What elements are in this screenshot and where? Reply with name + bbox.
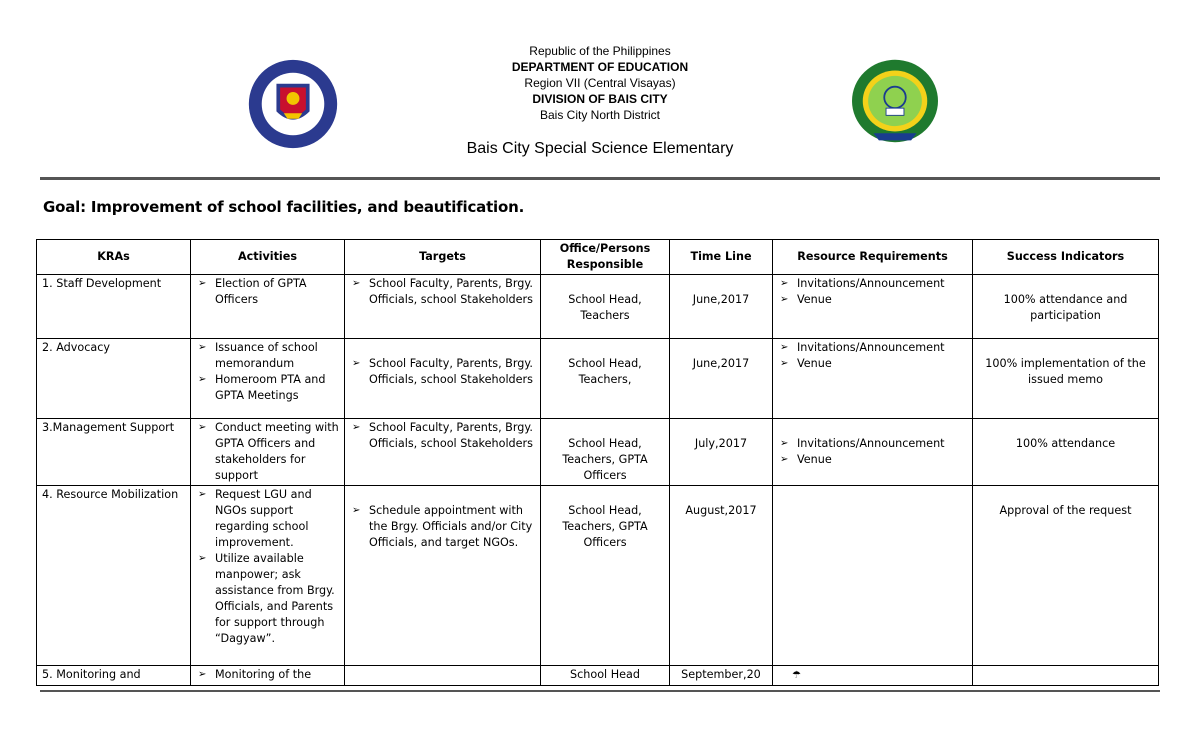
resources-cell bbox=[773, 419, 973, 486]
targets-cell bbox=[345, 666, 541, 686]
umbrella-icon: ☂ bbox=[792, 670, 801, 681]
resources-cell bbox=[773, 666, 973, 686]
header-activities: Activities bbox=[191, 240, 345, 275]
table-header-row bbox=[37, 240, 1159, 275]
agency-heading bbox=[440, 43, 760, 123]
list-item: ➢ Issuance of school memorandum bbox=[198, 341, 318, 370]
arrow-bullet-icon: ➢ bbox=[198, 489, 207, 500]
header-resources: Resource Requirements bbox=[773, 240, 973, 275]
deped-seal-icon bbox=[247, 58, 339, 150]
office-cell: School Head, Teachers bbox=[541, 275, 670, 339]
arrow-bullet-icon: ➢ bbox=[198, 342, 207, 353]
arrow-bullet-icon: ➢ bbox=[198, 374, 207, 385]
activities-cell bbox=[191, 486, 345, 666]
office-cell: School Head, Teachers, GPTA Officers bbox=[541, 486, 670, 666]
resources-cell bbox=[773, 486, 973, 666]
school-seal-icon bbox=[850, 58, 940, 144]
header-divider bbox=[40, 177, 1160, 180]
timeline-cell: August,2017 bbox=[670, 486, 773, 666]
arrow-bullet-icon: ➢ bbox=[198, 422, 207, 433]
targets-cell bbox=[345, 275, 541, 339]
timeline-cell: June,2017 bbox=[670, 339, 773, 419]
timeline-cell: July,2017 bbox=[670, 419, 773, 486]
resources-cell bbox=[773, 275, 973, 339]
kra-cell: 2. Advocacy bbox=[37, 339, 191, 419]
list-item: ➢ Monitoring of the bbox=[198, 668, 312, 681]
department-line: DEPARTMENT OF EDUCATION bbox=[511, 60, 689, 74]
header-indicators: Success Indicators bbox=[973, 240, 1159, 275]
table-row bbox=[37, 666, 1159, 686]
timeline-cell: September,20 bbox=[670, 666, 773, 686]
list-item: ➢ Venue bbox=[780, 453, 832, 466]
activities-cell bbox=[191, 339, 345, 419]
list-item: ➢ School Faculty, Parents, Brgy. Officials, school Stakeholders bbox=[352, 357, 533, 386]
timeline-cell: June,2017 bbox=[670, 275, 773, 339]
office-cell: School Head, Teachers, bbox=[541, 339, 670, 419]
arrow-bullet-icon: ➢ bbox=[780, 294, 789, 305]
division-line: DIVISION OF BAIS CITY bbox=[532, 92, 668, 106]
arrow-bullet-icon: ➢ bbox=[198, 553, 207, 564]
list-item: ➢ Schedule appointment with the Brgy. Officials and/or City Officials, and target NGOs. bbox=[352, 504, 533, 549]
list-item: ➢ Invitations/Announcement bbox=[780, 437, 945, 450]
table-row bbox=[37, 419, 1159, 486]
targets-cell bbox=[345, 339, 541, 419]
arrow-bullet-icon: ➢ bbox=[780, 454, 789, 465]
table-row bbox=[37, 486, 1159, 666]
resources-cell bbox=[773, 339, 973, 419]
targets-cell bbox=[345, 486, 541, 666]
list-item: ➢ Election of GPTA Officers bbox=[198, 277, 307, 306]
arrow-bullet-icon: ➢ bbox=[352, 278, 361, 289]
arrow-bullet-icon: ➢ bbox=[198, 278, 207, 289]
school-name: Bais City Special Science Elementary bbox=[466, 140, 734, 157]
district-line: Bais City North District bbox=[539, 108, 661, 122]
list-item: ➢ School Faculty, Parents, Brgy. Officials, school Stakeholders bbox=[352, 277, 533, 306]
header-timeline: Time Line bbox=[670, 240, 773, 275]
footer-divider bbox=[40, 690, 1160, 692]
activities-cell bbox=[191, 275, 345, 339]
list-item: ➢ Venue bbox=[780, 293, 832, 306]
action-plan-table bbox=[36, 239, 1159, 686]
indicator-cell: 100% attendance and participation bbox=[973, 275, 1159, 339]
table-row bbox=[37, 275, 1159, 339]
office-cell: School Head, Teachers, GPTA Officers bbox=[541, 419, 670, 486]
activities-cell bbox=[191, 419, 345, 486]
document-header bbox=[0, 0, 1200, 170]
arrow-bullet-icon: ➢ bbox=[198, 669, 207, 680]
goal-statement: Goal: Improvement of school facilities, and beautification. bbox=[43, 198, 525, 216]
arrow-bullet-icon: ➢ bbox=[352, 422, 361, 433]
kra-cell: 3.Management Support bbox=[37, 419, 191, 486]
indicator-cell: Approval of the request bbox=[973, 486, 1159, 666]
region-line: Region VII (Central Visayas) bbox=[524, 76, 676, 90]
indicator-cell: 100% implementation of the issued memo bbox=[973, 339, 1159, 419]
indicator-cell: 100% attendance bbox=[973, 419, 1159, 486]
header-office: Office/Persons Responsible bbox=[541, 240, 670, 275]
header-kras: KRAs bbox=[37, 240, 191, 275]
targets-cell bbox=[345, 419, 541, 486]
list-item: ➢ Invitations/Announcement bbox=[780, 277, 945, 290]
table-row bbox=[37, 339, 1159, 419]
list-item: ➢ Venue bbox=[780, 357, 832, 370]
arrow-bullet-icon: ➢ bbox=[352, 358, 361, 369]
activities-cell bbox=[191, 666, 345, 686]
list-item: ➢ School Faculty, Parents, Brgy. Officials, school Stakeholders bbox=[352, 421, 533, 450]
republic-line: Republic of the Philippines bbox=[529, 44, 671, 58]
list-item: ➢ Request LGU and NGOs support regarding school improvement. bbox=[198, 488, 312, 549]
arrow-bullet-icon: ➢ bbox=[780, 438, 789, 449]
arrow-bullet-icon: ➢ bbox=[780, 342, 789, 353]
list-item: ➢ Utilize available manpower; ask assistance from Brgy. Officials, and Parents for support through “Dagyaw”. bbox=[198, 552, 335, 645]
arrow-bullet-icon: ➢ bbox=[780, 358, 789, 369]
kra-cell: 5. Monitoring and bbox=[37, 666, 191, 686]
list-item: ➢ Invitations/Announcement bbox=[780, 341, 945, 354]
office-cell: School Head bbox=[541, 666, 670, 686]
arrow-bullet-icon: ➢ bbox=[780, 278, 789, 289]
kra-cell: 1. Staff Development bbox=[37, 275, 191, 339]
kra-cell: 4. Resource Mobilization bbox=[37, 486, 191, 666]
header-targets: Targets bbox=[345, 240, 541, 275]
list-item: ➢ Homeroom PTA and GPTA Meetings bbox=[198, 373, 326, 402]
arrow-bullet-icon: ➢ bbox=[352, 505, 361, 516]
indicator-cell bbox=[973, 666, 1159, 686]
list-item: ➢ Conduct meeting with GPTA Officers and stakeholders for support bbox=[198, 421, 339, 482]
